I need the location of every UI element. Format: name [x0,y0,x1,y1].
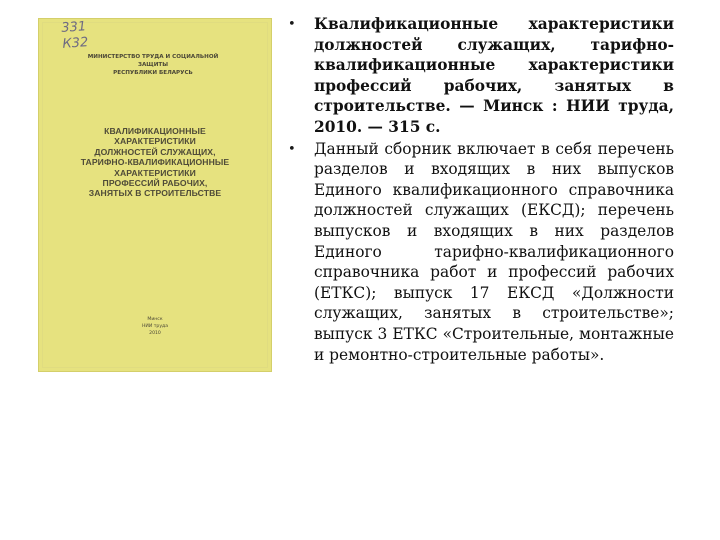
bullet-marker: • [288,141,296,157]
bullet-marker: • [288,17,296,32]
description-text: Данный сборник включает в себя перечень разделов и входящих в них выпусков Единого квалификационного справочника должностей служащих (ЕКСД); перечень выпусков и входящих в них разделов Единого тарифно-квалификационного справочника работ и профессий рабочих (ЕТКС); выпуск 17 ЕКСД «Должности служащих, занятых в строительстве»; выпуск 3 ЕТКС «Строительные, монтажные и ремонтно-строительные работы». [314,139,674,364]
bullet-item-description [288,139,674,366]
description-text-block [288,14,674,366]
handwritten-shelf-mark: 331 К32 [60,19,89,52]
cover-title: КВАЛИФИКАЦИОННЫЕ ХАРАКТЕРИСТИКИ ДОЛЖНОСТЕЙ СЛУЖАЩИХ, ТАРИФНО-КВАЛИФИКАЦИОННЫЕ ХАРАКТЕРИСТИКИ ПРОФЕССИЙ РАБОЧИХ, ЗАНЯТЫХ В СТРОИТЕЛЬСТВЕ [80,126,230,199]
bullet-item-citation [288,14,674,138]
book-cover-image [38,18,272,372]
cover-imprint: Минск НИИ труда 2010 [141,317,169,336]
cover-publisher: МИНИСТЕРСТВО ТРУДА И СОЦИАЛЬНОЙ ЗАЩИТЫ РЕСПУБЛИКИ БЕЛАРУСЬ [87,54,219,76]
citation-text: Квалификационные характеристики должностей служащих, тарифно-квалификационные характеристики профессий рабочих, занятых в строительстве. — Минск : НИИ труда, 2010. — 315 с. [314,15,674,136]
